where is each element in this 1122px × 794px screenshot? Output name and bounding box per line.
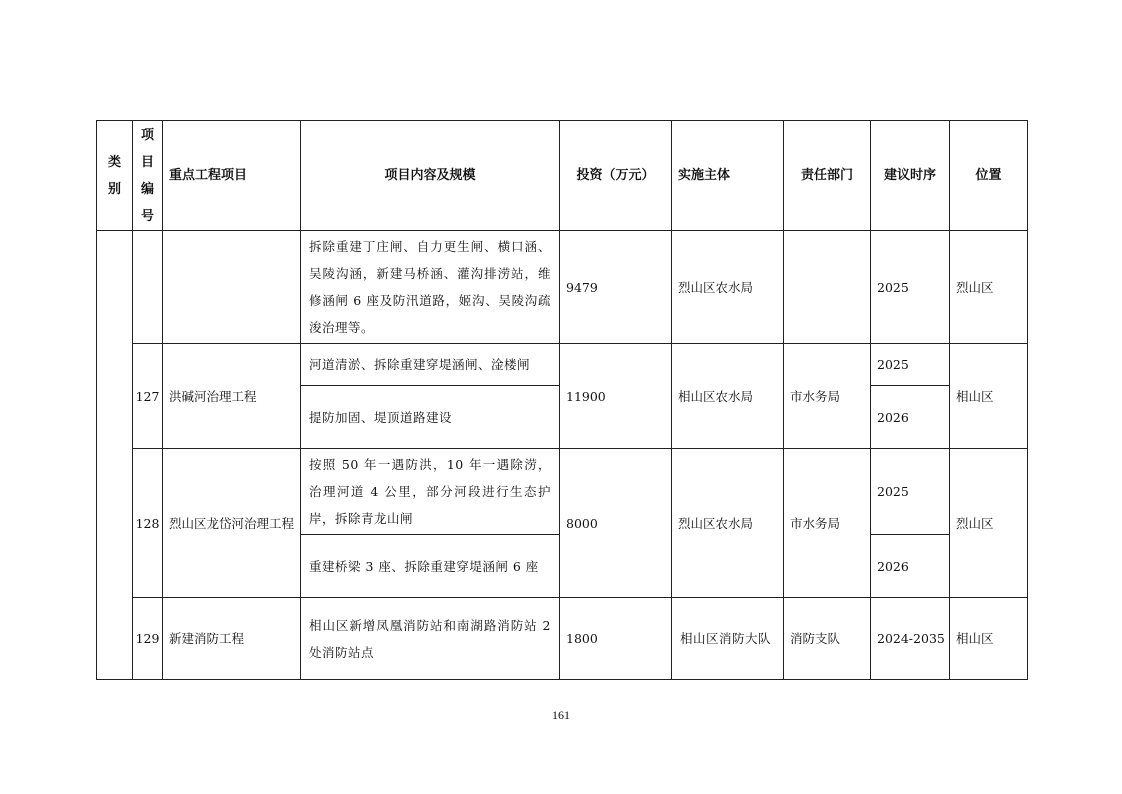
row-department: 市水务局 — [784, 449, 871, 598]
row-project: 洪碱河治理工程 — [163, 344, 301, 449]
row-number — [133, 231, 163, 344]
row-number: 128 — [133, 449, 163, 598]
row-content: 重建桥梁 3 座、拆除重建穿堤涵闸 6 座 — [301, 535, 560, 598]
table-row — [97, 231, 1028, 344]
row-timing: 2025 — [871, 231, 950, 344]
row-department: 市水务局 — [784, 344, 871, 449]
row-timing: 2026 — [871, 535, 950, 598]
row-investment: 1800 — [560, 598, 672, 680]
row-location: 相山区 — [950, 344, 1028, 449]
row-investment: 9479 — [560, 231, 672, 344]
row-project: 烈山区龙岱河治理工程 — [163, 449, 301, 598]
row-location: 烈山区 — [950, 231, 1028, 344]
row-timing: 2025 — [871, 344, 950, 386]
row-project — [163, 231, 301, 344]
header-content: 项目内容及规模 — [301, 121, 560, 231]
row-content: 拆除重建丁庄闸、自力更生闸、横口涵、吴陵沟涵，新建马桥涵、灌沟排涝站，维修涵闸 6 座及防汛道路，姬沟、吴陵沟疏浚治理等。 — [301, 231, 560, 344]
row-location: 相山区 — [950, 598, 1028, 680]
row-number: 127 — [133, 344, 163, 449]
header-category: 类别 — [97, 121, 133, 231]
row-timing: 2024-2035 — [871, 598, 950, 680]
row-number: 129 — [133, 598, 163, 680]
row-department: 消防支队 — [784, 598, 871, 680]
header-project: 重点工程项目 — [163, 121, 301, 231]
row-investment: 8000 — [560, 449, 672, 598]
projects-table — [96, 120, 1028, 680]
header-number: 项目编号 — [133, 121, 163, 231]
header-timing: 建议时序 — [871, 121, 950, 231]
header-investment: 投资（万元） — [560, 121, 672, 231]
header-location: 位置 — [950, 121, 1028, 231]
table-row — [97, 449, 1028, 535]
row-department — [784, 231, 871, 344]
row-timing: 2025 — [871, 449, 950, 535]
row-investment: 11900 — [560, 344, 672, 449]
row-content: 按照 50 年一遇防洪，10 年一遇除涝，治理河道 4 公里，部分河段进行生态护岸，拆除青龙山闸 — [301, 449, 560, 535]
row-content: 相山区新增凤凰消防站和南湖路消防站 2 处消防站点 — [301, 598, 560, 680]
row-implementer: 烈山区农水局 — [672, 449, 784, 598]
row-content: 提防加固、堤顶道路建设 — [301, 386, 560, 449]
row-implementer: 相山区消防大队 — [672, 598, 784, 680]
header-implementer: 实施主体 — [672, 121, 784, 231]
page-number: 161 — [552, 708, 570, 722]
table-row — [97, 598, 1028, 680]
header-row — [97, 121, 1028, 231]
row-implementer: 相山区农水局 — [672, 344, 784, 449]
row-project: 新建消防工程 — [163, 598, 301, 680]
row-implementer: 烈山区农水局 — [672, 231, 784, 344]
header-department: 责任部门 — [784, 121, 871, 231]
table-row — [97, 344, 1028, 386]
row-location: 烈山区 — [950, 449, 1028, 598]
category-cell — [97, 231, 133, 680]
row-content: 河道清淤、拆除重建穿堤涵闸、淦楼闸 — [301, 344, 560, 386]
row-timing: 2026 — [871, 386, 950, 449]
